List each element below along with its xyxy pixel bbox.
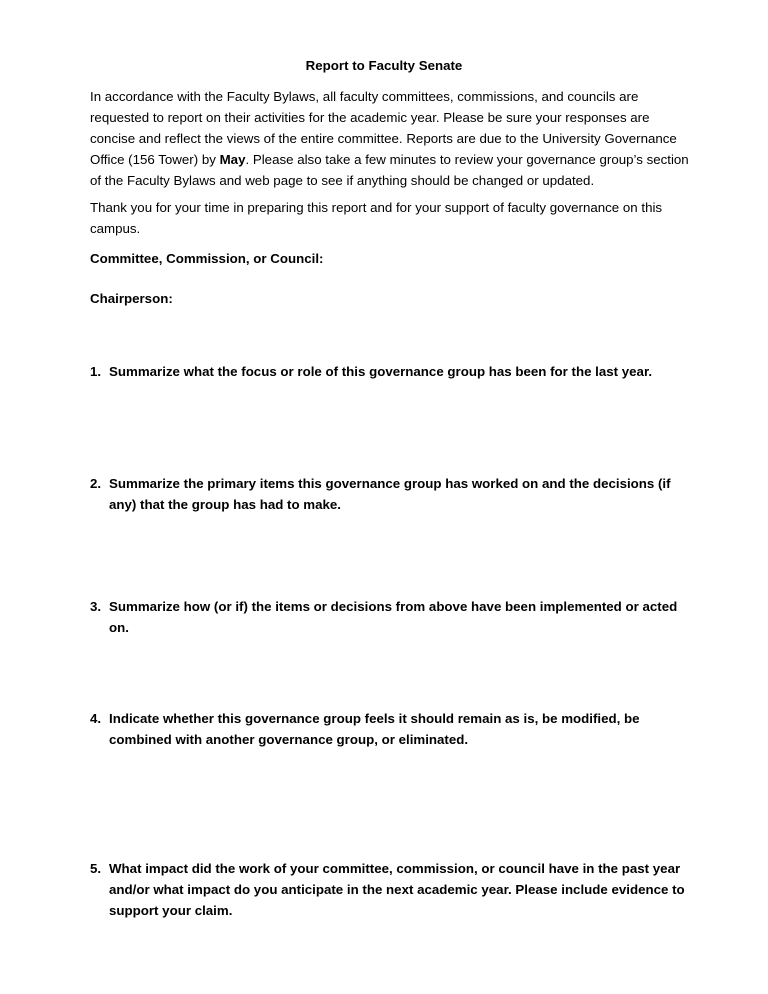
document-title: Report to Faculty Senate bbox=[305, 58, 463, 73]
question-text: Indicate whether this governance group feels it should remain as is, be modified, be combined with another governance group, or eliminated. bbox=[109, 711, 640, 747]
chairperson-label: Chairperson: bbox=[90, 291, 173, 306]
intro-text-part1: In accordance with the Faculty Bylaws, all faculty committees, commissions, and councils are requested to report on their activities for the academic year. Please be sure your responses are concise and reflect the views of the entire committee. Reports are due to the University Governance Office (156 Tower) by bbox=[90, 89, 677, 167]
question-number: 4. bbox=[90, 711, 102, 726]
thanks-paragraph: Thank you for your time in preparing this report and for your support of faculty governance on this campus. bbox=[90, 200, 663, 236]
question-number: 1. bbox=[90, 364, 102, 379]
intro-text-part2: . Please also take a few minutes to review your governance group’s section of the Faculty Bylaws and web page to see if anything should be changed or updated. bbox=[90, 152, 689, 188]
question-text: Summarize what the focus or role of this governance group has been for the last year. bbox=[109, 364, 653, 379]
committee-label: Committee, Commission, or Council: bbox=[90, 251, 324, 266]
due-month: May bbox=[219, 152, 246, 167]
intro-paragraph bbox=[90, 86, 690, 191]
question-text: Summarize the primary items this governance group has worked on and the decisions (if any) that the group has had to make. bbox=[109, 476, 671, 512]
question-1 bbox=[90, 361, 689, 382]
question-number: 2. bbox=[90, 476, 102, 491]
question-number: 3. bbox=[90, 599, 102, 614]
question-3 bbox=[90, 596, 689, 638]
question-4 bbox=[90, 708, 689, 750]
question-text: Summarize how (or if) the items or decisions from above have been implemented or acted on. bbox=[109, 599, 678, 635]
question-text: What impact did the work of your committee, commission, or council have in the past year and/or what impact do you anticipate in the next academic year. Please include evidence to support your claim. bbox=[109, 861, 685, 918]
question-number: 5. bbox=[90, 861, 102, 876]
question-2 bbox=[90, 473, 689, 515]
question-5 bbox=[90, 858, 689, 921]
